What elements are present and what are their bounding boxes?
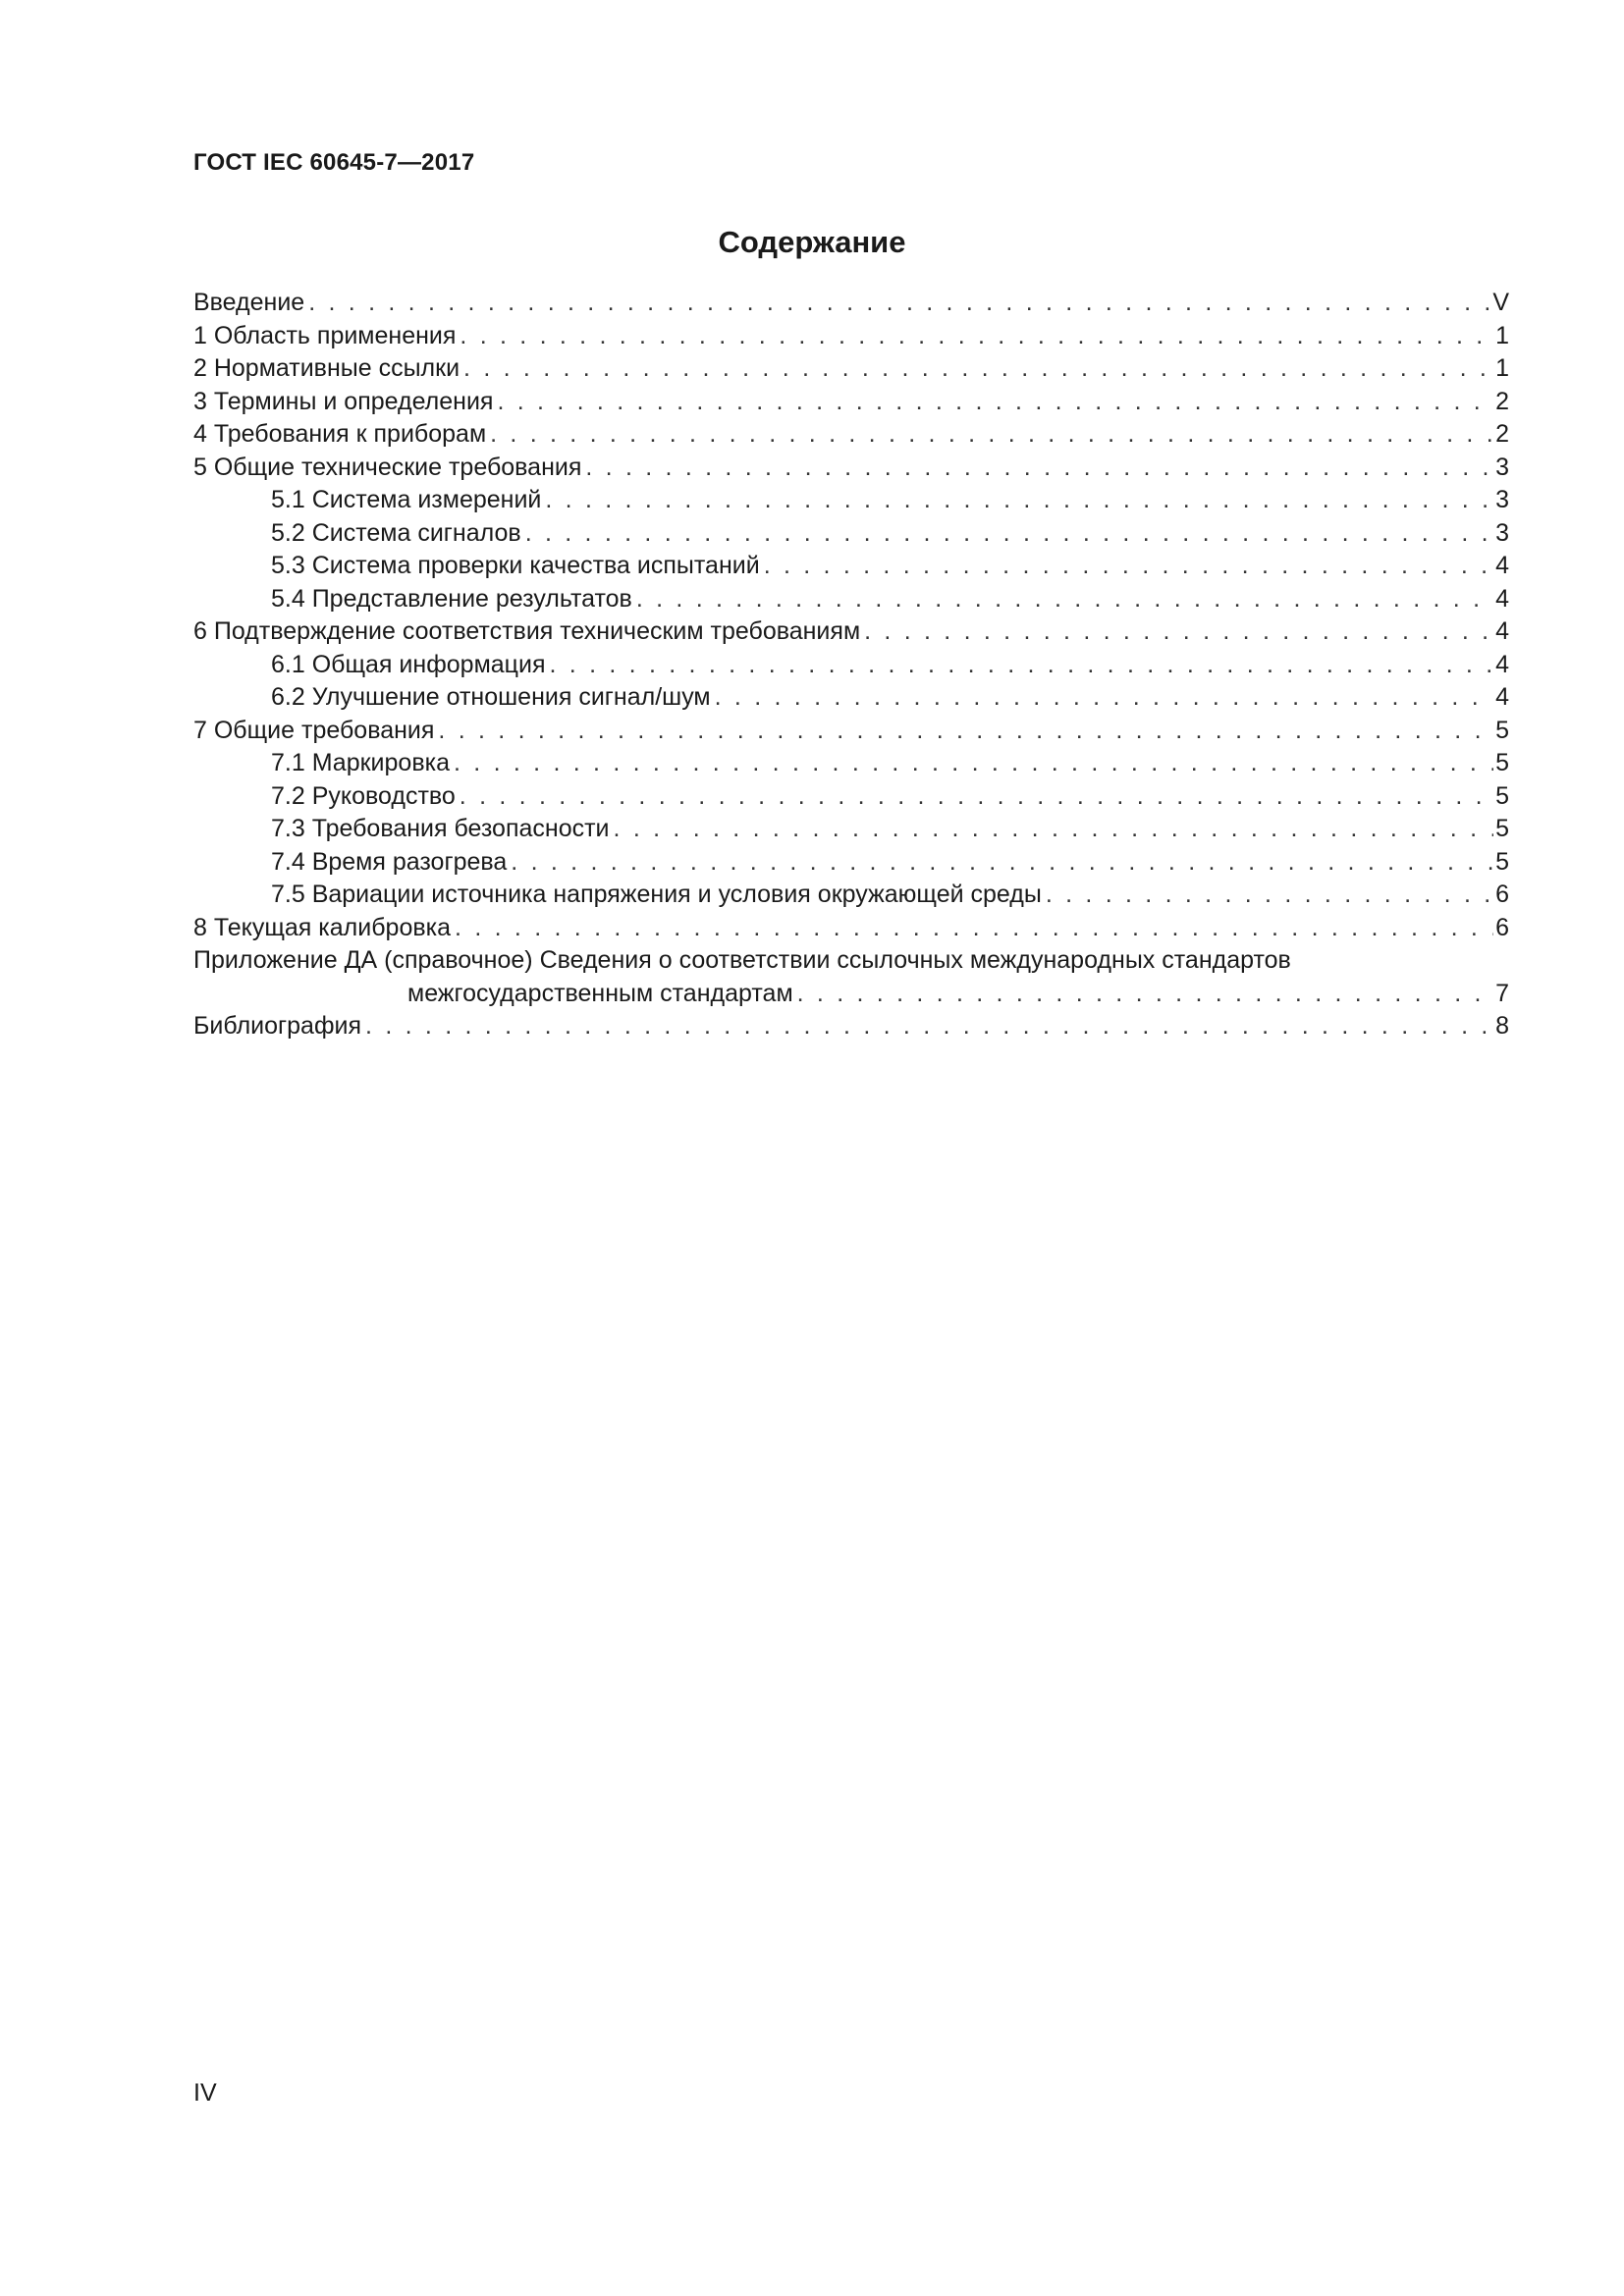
toc-entry-5[interactable] [193,452,1509,485]
toc-entry-text: 2 Нормативные ссылки [193,354,460,382]
toc-entry-text: Библиография [193,1012,362,1040]
toc-entry-text: 6 Подтверждение соответствия техническим требованиям [193,617,861,645]
toc-entry-7-2[interactable] [193,780,1509,814]
toc-entry-text: 1 Область применения [193,321,457,349]
toc-entry-page: 4 [1495,617,1509,645]
toc-entry-4[interactable] [193,418,1509,452]
toc-entry-7[interactable] [193,715,1509,748]
toc-entry-7-4[interactable] [193,846,1509,880]
toc-entry-text: 5.4 Представление результатов [271,584,632,613]
toc-entry-page: 7 [1495,979,1509,1007]
toc-entry-1[interactable] [193,320,1509,353]
page-number-footer: IV [193,2079,217,2107]
toc-entry-2[interactable] [193,352,1509,386]
toc-entry-text: 7.1 Маркировка [271,749,450,776]
toc-entry-7-3[interactable] [193,813,1509,846]
toc-entry-7-5[interactable] [193,879,1509,912]
dot-leader [764,550,1493,583]
table-of-contents [193,287,1509,1043]
toc-entry-text: межгосударственным стандартам [407,979,793,1007]
dot-leader [864,615,1493,649]
toc-entry-text: 5 Общие технические требования [193,453,582,481]
dot-leader [636,583,1493,616]
dot-leader [545,484,1493,517]
toc-entry-5-1[interactable] [193,484,1509,517]
dot-leader [1046,879,1493,912]
toc-entry-text: 5.2 Система сигналов [271,518,521,547]
toc-entry-text: 4 Требования к приборам [193,420,487,448]
dot-leader [511,846,1493,880]
dot-leader [490,418,1493,452]
dot-leader [463,352,1493,386]
toc-entry-page: 1 [1495,321,1509,349]
dot-leader [585,452,1493,485]
toc-entry-7-1[interactable] [193,747,1509,780]
toc-entry-appendix-da[interactable] [193,944,1509,978]
toc-entry-text: 6.2 Улучшение отношения сигнал/шум [271,683,711,711]
toc-entry-page: 5 [1495,815,1509,842]
dot-leader [525,517,1493,551]
toc-entry-page: 6 [1495,913,1509,941]
toc-entry-6-2[interactable] [193,681,1509,715]
toc-entry-text: 7.4 Время разогрева [271,847,508,876]
toc-title: Содержание [718,225,906,259]
dot-leader [454,747,1493,780]
dot-leader [797,978,1493,1011]
toc-entry-appendix-da-continued[interactable] [193,978,1509,1011]
toc-entry-page: 3 [1495,486,1509,513]
toc-entry-text: Введение [193,289,305,316]
toc-entry-6[interactable] [193,615,1509,649]
dot-leader [614,813,1494,846]
toc-entry-text: 7.2 Руководство [271,781,456,810]
toc-entry-page: 4 [1495,683,1509,711]
toc-entry-page: 8 [1495,1012,1509,1040]
document-code-header: ГОСТ IEC 60645-7—2017 [193,149,475,176]
toc-entry-page: 3 [1495,518,1509,547]
dot-leader [549,649,1493,682]
toc-entry-5-2[interactable] [193,517,1509,551]
toc-entry-text: 7.3 Требования безопасности [271,815,610,842]
toc-entry-text: 8 Текущая калибровка [193,913,452,941]
toc-entry-text: 3 Термины и определения [193,387,494,415]
toc-entry-page: 5 [1495,781,1509,810]
toc-entry-page: V [1492,289,1509,316]
toc-entry-page: 5 [1495,847,1509,876]
toc-entry-text: 5.1 Система измерений [271,486,542,513]
dot-leader [438,715,1493,748]
toc-entry-introduction[interactable] [193,287,1509,320]
toc-entry-text: 7.5 Вариации источника напряжения и условия окружающей среды [271,881,1042,908]
toc-entry-page: 1 [1495,354,1509,382]
toc-entry-page: 2 [1495,420,1509,448]
toc-entry-5-4[interactable] [193,583,1509,616]
toc-entry-page: 5 [1495,749,1509,776]
toc-entry-page: 6 [1495,881,1509,908]
dot-leader [365,1010,1493,1043]
dot-leader [715,681,1493,715]
toc-entry-page: 4 [1495,552,1509,579]
dot-leader [308,287,1490,320]
toc-entry-text: 5.3 Система проверки качества испытаний [271,552,760,579]
toc-entry-6-1[interactable] [193,649,1509,682]
toc-entry-5-3[interactable] [193,550,1509,583]
dot-leader [460,780,1493,814]
dot-leader [455,912,1493,945]
dot-leader [460,320,1493,353]
toc-entry-page: 4 [1495,650,1509,678]
toc-entry-3[interactable] [193,386,1509,419]
dot-leader [497,386,1493,419]
toc-entry-page: 3 [1495,453,1509,481]
toc-entry-text: 7 Общие требования [193,716,435,744]
toc-entry-8[interactable] [193,912,1509,945]
toc-entry-bibliography[interactable] [193,1010,1509,1043]
toc-entry-text: Приложение ДА (справочное) Сведения о соответствии ссылочных международных стандартов [193,946,1291,974]
toc-entry-page: 2 [1495,387,1509,415]
toc-entry-page: 4 [1495,584,1509,613]
toc-entry-text: 6.1 Общая информация [271,650,546,678]
toc-entry-page: 5 [1495,716,1509,744]
